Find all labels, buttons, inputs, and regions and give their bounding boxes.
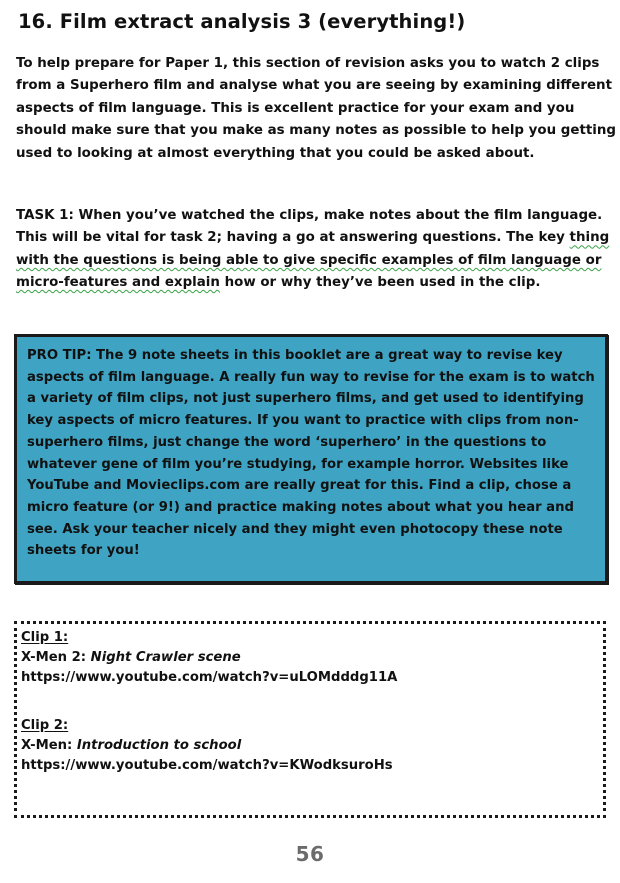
intro-line: should make sure that you make as many notes as possible to help you getting xyxy=(16,123,616,139)
intro-line: aspects of film language. This is excellent practice for your exam and you xyxy=(16,100,575,116)
pro-tip-box xyxy=(14,334,608,584)
clip-entry-1 xyxy=(21,628,599,688)
intro-line: To help prepare for Paper 1, this section of revision asks you to watch 2 clips xyxy=(16,56,600,71)
clip-url-link[interactable]: https://www.youtube.com/watch?v=KWodksuroHs xyxy=(21,758,393,773)
clip-url-link[interactable]: https://www.youtube.com/watch?v=uLOMdddg11A xyxy=(21,670,398,685)
intro-paragraph xyxy=(16,53,616,165)
pro-tip-line: whatever gene of film you’re studying, for example horror. Websites like xyxy=(27,456,569,472)
pro-tip-line: superhero films, just change the word ‘superhero’ in the questions to xyxy=(27,434,547,450)
clip-label: Clip 1: xyxy=(21,630,69,645)
pro-tip-line: see. Ask your teacher nicely and they might even photocopy these note xyxy=(27,521,563,537)
intro-line: used to looking at almost everything that you could be asked about. xyxy=(16,145,535,161)
clip-title xyxy=(21,736,599,756)
section-title: 16. Film extract analysis 3 (everything!) xyxy=(18,10,466,33)
clip-entry-2 xyxy=(21,716,599,776)
pro-tip-line: PRO TIP: The 9 note sheets in this booklet are a great way to revise key xyxy=(27,348,563,363)
intro-line: from a Superhero film and analyse what you are seeing by examining different xyxy=(16,78,612,94)
pro-tip-line: aspects of film language. A really fun way to revise for the exam is to watch xyxy=(27,369,595,385)
pro-tip-line: key aspects of micro features. If you want to practice with clips from non- xyxy=(27,413,579,429)
task-text: This will be vital for task 2; having a go at answering questions. The key xyxy=(16,230,570,246)
task-text: how or why they’ve been used in the clip. xyxy=(219,275,541,291)
clip-scene: Night Crawler scene xyxy=(90,650,241,665)
task-line xyxy=(16,227,610,249)
pro-tip-line: micro feature (or 9!) and practice making notes about what you hear and xyxy=(27,499,574,515)
page-number: 56 xyxy=(295,842,325,866)
clip-film: X-Men: xyxy=(21,738,73,753)
grammar-flagged-text: micro-features and explain xyxy=(16,275,220,291)
grammar-flagged-text: thing xyxy=(569,230,610,246)
clip-title xyxy=(21,648,599,668)
task-line: TASK 1: When you’ve watched the clips, make notes about the film language. xyxy=(16,208,603,223)
pro-tip-line: sheets for you! xyxy=(27,543,140,559)
task-line xyxy=(16,250,610,272)
task-line xyxy=(16,272,610,294)
pro-tip-text xyxy=(27,345,595,562)
pro-tip-line: a variety of film clips, not just superhero films, and get used to identifying xyxy=(27,391,584,407)
pro-tip-line: YouTube and Movieclips.com are really great for this. Find a clip, chose a xyxy=(27,478,572,494)
clip-scene: Introduction to school xyxy=(76,738,242,753)
clip-film: X-Men 2: xyxy=(21,650,87,665)
clips-box xyxy=(14,621,606,818)
grammar-flagged-text: with the questions is being able to give specific examples of film language or xyxy=(16,252,602,268)
task-paragraph xyxy=(16,205,610,295)
clip-label: Clip 2: xyxy=(21,718,69,733)
